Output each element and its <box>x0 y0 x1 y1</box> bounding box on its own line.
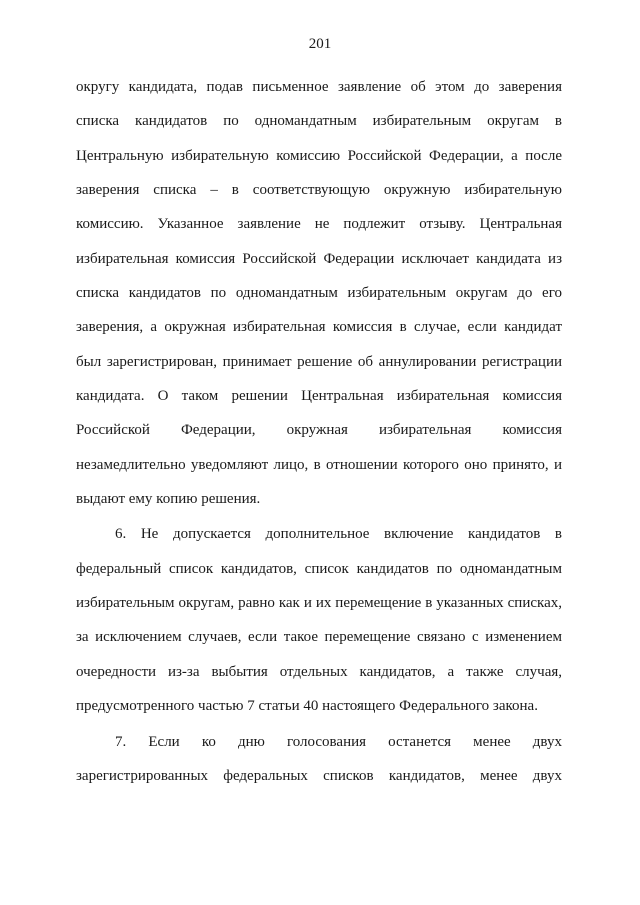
text-line: кандидата. О таком решении Центральная избирательная комиссия <box>76 388 562 404</box>
text-line: незамедлительно уведомляют лицо, в отношении которого оно принято, и <box>76 457 562 473</box>
text-line: избирательная комиссия Российской Федерации исключает кандидата из <box>76 251 562 267</box>
text-line: списка кандидатов по одномандатным избирательным округам до его <box>76 285 562 301</box>
page-number: 201 <box>308 36 332 52</box>
text-line: федеральный список кандидатов, список кандидатов по одномандатным <box>76 561 562 577</box>
text-line: заверения списка – в соответствующую окружную избирательную <box>76 182 562 198</box>
text-line: округу кандидата, подав письменное заявление об этом до заверения <box>76 79 562 95</box>
text-line: очередности из-за выбытия отдельных кандидатов, а также случая, <box>76 664 562 680</box>
text-line: Российской Федерации, окружная избирательная комиссия <box>76 422 562 438</box>
text-line: 6. Не допускается дополнительное включение кандидатов в <box>115 526 562 542</box>
text-line: Центральную избирательную комиссию Российской Федерации, а после <box>76 148 562 164</box>
text-line: выдают ему копию решения. <box>76 491 261 507</box>
text-line: был зарегистрирован, принимает решение об аннулировании регистрации <box>76 354 562 370</box>
text-line: комиссию. Указанное заявление не подлежит отзыву. Центральная <box>76 216 562 232</box>
text-line: 7. Если ко дню голосования останется менее двух <box>115 734 562 750</box>
text-line: за исключением случаев, если такое перемещение связано с изменением <box>76 629 562 645</box>
text-line: предусмотренного частью 7 статьи 40 настоящего Федерального закона. <box>76 698 538 714</box>
text-line: зарегистрированных федеральных списков кандидатов, менее двух <box>76 768 562 784</box>
text-line: списка кандидатов по одномандатным избирательным округам в <box>76 113 562 129</box>
text-line: избирательным округам, равно как и их перемещение в указанных списках, <box>76 595 562 611</box>
text-line: заверения, а окружная избирательная комиссия в случае, если кандидат <box>76 319 562 335</box>
